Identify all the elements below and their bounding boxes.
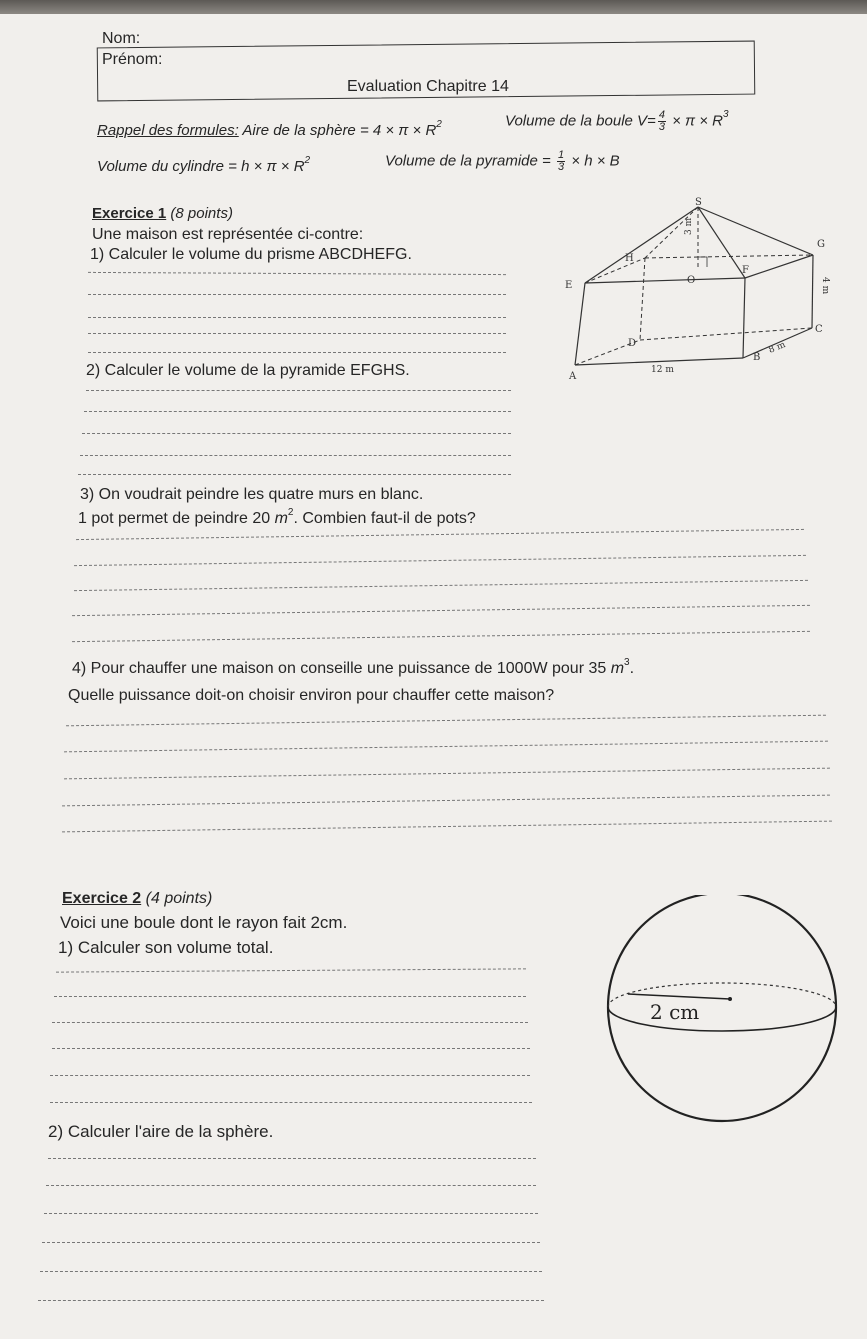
rappel-label: Rappel des formules: [97,122,239,139]
label-B: B [753,352,761,363]
answer-line [66,715,826,727]
label-D: D [628,338,637,349]
answer-line [74,580,808,591]
exercise2-heading [62,890,212,908]
ball-volume-lhs: V= [637,112,656,130]
answer-line [40,1271,542,1272]
answer-line [88,352,506,353]
exercise2-points: (4 points) [145,890,213,907]
dim-length: 12 m [651,365,674,375]
answer-line [42,1242,540,1243]
exercise2-intro: Voici une boule dont le rayon fait 2cm. [60,913,348,932]
exercise1-q4-line2: Quelle puissance doit-on choisir environ pour chauffer cette maison? [68,687,555,704]
answer-line [72,605,810,616]
exercise1-intro: Une maison est représentée ci-contre: [92,226,364,243]
answer-line [62,795,830,807]
answer-line [56,968,526,972]
answer-line [54,996,526,997]
answer-line [86,390,511,391]
label-F: F [742,265,749,276]
photo-top-edge [0,0,867,14]
cylinder-expr: h × π × R [241,158,305,175]
label-G: G [817,239,825,250]
dim-wall-height: 4 m [820,277,830,295]
formula-ball-volume [505,110,729,133]
exercise1-q3-line1: 3) On voudrait peindre les quatre murs en blanc. [80,486,424,503]
cylinder-exp: 2 [304,155,311,166]
label-E: E [565,280,573,291]
answer-line [88,317,506,318]
q3-text-a: 1 pot permet de peindre 20 [78,510,275,527]
answer-line [80,455,511,456]
sphere-area-expr: 4 × π × R [372,122,437,139]
label-H: H [625,253,634,264]
radius-label: 2 cm [650,1000,700,1024]
answer-line [50,1102,532,1103]
answer-line [88,272,506,275]
radius-line [628,994,730,999]
prenom-label: Prénom: [102,51,163,68]
sphere-outline [608,895,836,1121]
answer-line [76,529,804,540]
label-A: A [569,371,577,382]
answer-line [74,555,806,566]
formula-pyramid [385,150,620,173]
formula-cylinder [97,155,311,175]
label-S: S [695,197,702,208]
ball-volume-exp: 3 [723,109,729,121]
label-C: C [815,324,823,335]
exercise1-q2: 2) Calculer le volume de la pyramide EFGHS. [86,362,410,379]
q4-unit: m [610,660,625,677]
q3-unit: m [274,510,288,527]
label-O: O [687,275,696,286]
q4-text-a: 4) Pour chauffer une maison on conseille une puissance de 1000W pour 35 [72,660,611,677]
sphere-area-exp: 2 [436,119,442,130]
exercise1-q4-line1 [72,657,635,678]
answer-line [52,1022,528,1023]
answer-line [88,333,506,334]
answer-line [78,474,511,475]
answer-line [52,1048,530,1049]
exercise1-q3-line2 [78,507,476,528]
sphere-area-text: Aire de la sphère = [242,122,369,139]
pyramid-rest: × h × B [571,152,620,170]
exercise2-title: Exercice 2 [62,890,142,907]
ball-volume-text: Volume de la boule [505,112,633,130]
ball-volume-rest: × π × R [672,112,724,130]
answer-line [84,411,511,412]
answer-line [62,821,832,833]
exercise2-q1: 1) Calculer son volume total. [58,938,274,957]
answer-line [64,768,830,780]
answer-line [48,1158,536,1159]
dim-roof-height: 3 m [684,217,694,235]
cylinder-text: Volume du cylindre = [97,158,237,175]
page-title: Evaluation Chapitre 14 [347,78,509,95]
answer-line [64,741,828,753]
pyramid-fraction: $\frac{1}{3}$ [557,149,565,173]
exercise1-title: Exercice 1 [92,205,167,222]
q3-text-b: . Combien faut-il de pots? [293,510,476,527]
q3-exp: 2 [287,507,294,518]
dim-width: 8 m [767,340,788,356]
q4-text-b: . [629,660,635,677]
answer-line [38,1300,544,1301]
formula-line-1 [97,119,442,139]
pyramid-text: Volume de la pyramide = [385,152,551,170]
answer-line [72,631,810,642]
sphere-figure [590,895,850,1130]
exercise2-q2: 2) Calculer l'aire de la sphère. [48,1122,274,1141]
exercise1-q1: 1) Calculer le volume du prisme ABCDHEFG. [90,246,412,263]
house-figure [555,195,830,385]
answer-line [44,1213,538,1214]
q4-exp: 3 [624,657,630,668]
exercise1-points: (8 points) [170,205,233,222]
answer-line [88,294,506,295]
exercise1-heading [92,205,233,222]
answer-line [50,1075,530,1076]
answer-line [82,433,511,434]
nom-label: Nom: [102,30,141,47]
answer-line [46,1185,536,1186]
ball-volume-fraction: $\frac{4}{3}$ [658,109,665,133]
